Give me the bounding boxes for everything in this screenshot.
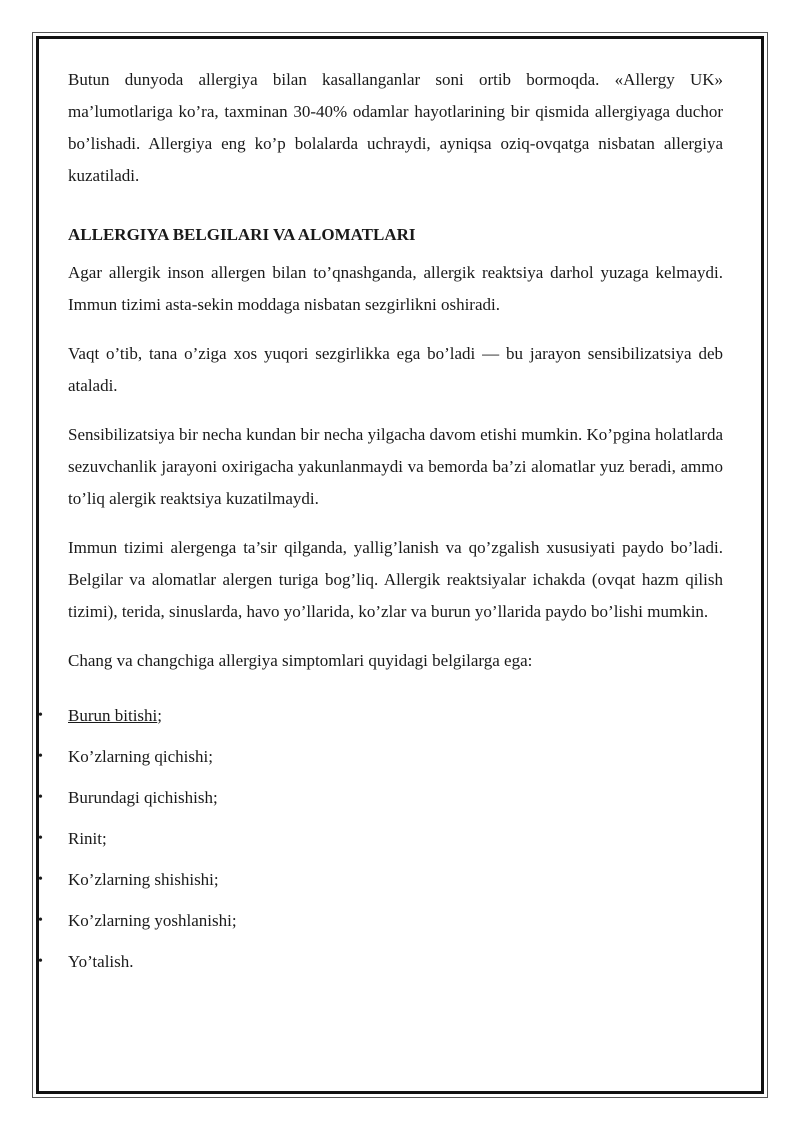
symptom-link[interactable]: Burun bitishi	[68, 706, 158, 725]
symptom-suffix: ;	[157, 706, 162, 725]
list-item	[68, 782, 723, 814]
list-item	[68, 946, 723, 978]
section-heading: ALLERGIYA BELGILARI VA ALOMATLARI	[68, 225, 416, 244]
document-body	[68, 64, 723, 978]
paragraph-allergen-contact: Agar allergik inson allergen bilan to’qnashganda, allergik reaktsiya darhol yuzaga kelmaydi. Immun tizimi asta-sekin moddaga nisbatan sezgirlikni oshiradi.	[68, 263, 723, 314]
symptom-text: Ko’zlarning yoshlanishi;	[68, 911, 237, 930]
paragraph-sensitization-duration: Sensibilizatsiya bir necha kundan bir necha yilgacha davom etishi mumkin. Ko’pgina holatlarda sezuvchanlik jarayoni oxirigacha yakunlanmaydi va bemorda ba’zi alomatlar yuz beradi, ammo to’liq alergik reaktsiya kuzatilmaydi.	[68, 425, 723, 508]
list-item	[68, 905, 723, 937]
symptom-text: Ko’zlarning shishishi;	[68, 870, 219, 889]
paragraph-immune-response: Immun tizimi alergenga ta’sir qilganda, yallig’lanish va qo’zgalish xususiyati paydo bo’ladi. Belgilar va alomatlar alergen turiga bog’liq. Allergik reaktsiyalar ichakda (ovqat hazm qilish tizimi), terida, sinuslarda, havo yo’llarida, ko’zlar va burun yo’llarida paydo bo’lishi mumkin.	[68, 538, 723, 621]
list-item[interactable]	[68, 700, 723, 732]
list-item	[68, 823, 723, 855]
symptoms-list	[68, 700, 723, 978]
list-item	[68, 741, 723, 773]
paragraph-symptoms-intro: Chang va changchiga allergiya simptomlari quyidagi belgilarga ega:	[68, 651, 533, 670]
paragraph-sensitization: Vaqt o’tib, tana o’ziga xos yuqori sezgirlikka ega bo’ladi — bu jarayon sensibilizatsiya deb ataladi.	[68, 344, 723, 395]
symptom-text: Ko’zlarning qichishi;	[68, 747, 213, 766]
intro-paragraph: Butun dunyoda allergiya bilan kasallanganlar soni ortib bormoqda. «Allergy UK» ma’lumotlariga ko’ra, taxminan 30-40% odamlar hayotlarining bir qismida allergiyaga duchor bo’lishadi. Allergiya eng ko’p bolalarda uchraydi, ayniqsa oziq-ovqatga nisbatan allergiya kuzatiladi.	[68, 70, 723, 185]
symptom-text: Burundagi qichishish;	[68, 788, 218, 807]
list-item	[68, 864, 723, 896]
symptom-text: Rinit;	[68, 829, 107, 848]
symptom-text: Yo’talish.	[68, 952, 134, 971]
